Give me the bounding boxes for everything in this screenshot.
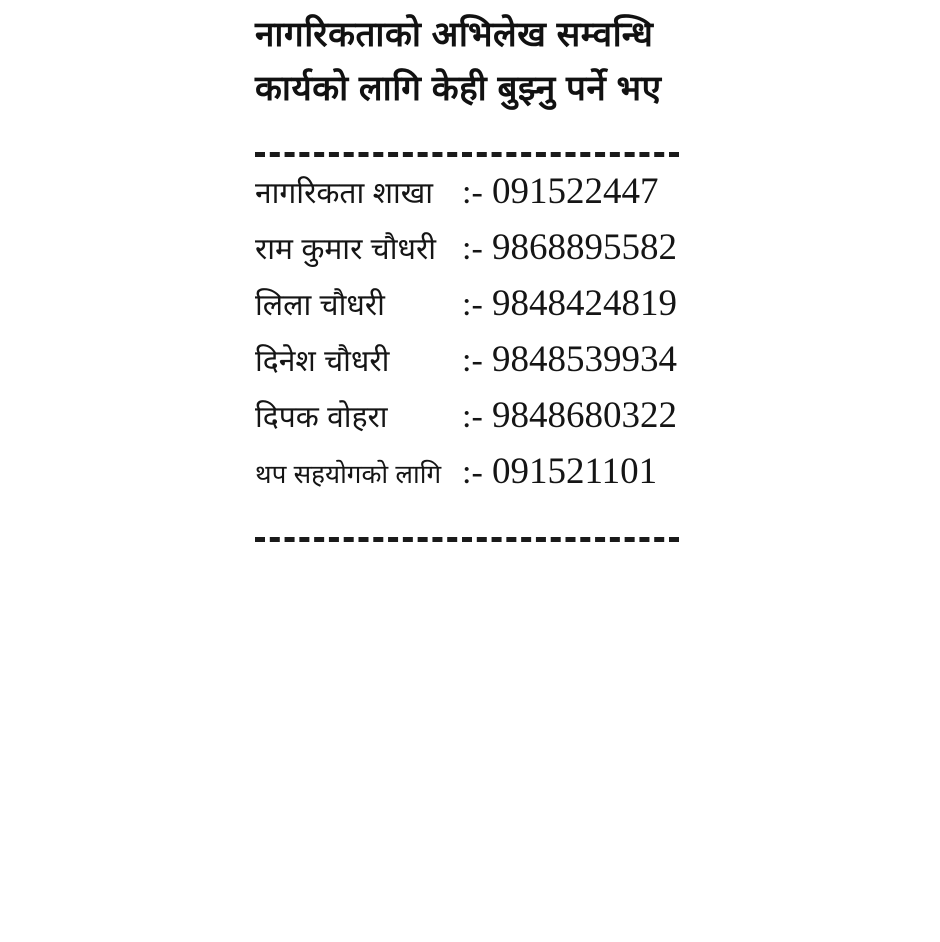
contact-label: थप सहयोगको लागि xyxy=(255,459,442,489)
contact-row xyxy=(255,338,705,394)
contact-label: नागरिकता शाखा xyxy=(255,177,434,210)
notice-title xyxy=(255,0,705,116)
notice-title-line2: कार्यको लागि केही बुझ्नु पर्ने भए xyxy=(255,69,662,108)
phone-number: 9848539934 xyxy=(492,339,677,380)
phone-number: 9868895582 xyxy=(492,227,677,268)
dashed-divider-top xyxy=(255,152,679,157)
phone-number: 9848680322 xyxy=(492,395,677,436)
phone-number: 091522447 xyxy=(492,171,659,212)
colon-separator: :- xyxy=(462,230,483,267)
contact-row xyxy=(255,450,705,506)
notice-title-line1: नागरिकताको अभिलेख सम्वन्धि xyxy=(255,15,654,54)
contact-row xyxy=(255,226,705,282)
contact-row xyxy=(255,394,705,450)
phone-number: 091521101 xyxy=(492,451,658,492)
dashed-divider-bottom xyxy=(255,537,679,542)
colon-separator: :- xyxy=(462,342,483,379)
contact-label: दिपक वोहरा xyxy=(255,401,388,434)
colon-separator: :- xyxy=(462,174,483,211)
phone-number: 9848424819 xyxy=(492,283,677,324)
contact-row xyxy=(255,170,705,226)
contact-label: लिला चौधरी xyxy=(255,289,385,322)
contact-notice xyxy=(255,0,705,542)
colon-separator: :- xyxy=(462,398,483,435)
contact-label: दिनेश चौधरी xyxy=(255,345,390,378)
colon-separator: :- xyxy=(462,286,483,323)
contact-list xyxy=(255,170,705,506)
colon-separator: :- xyxy=(462,454,483,491)
contact-label: राम कुमार चौधरी xyxy=(255,233,436,266)
contact-row xyxy=(255,282,705,338)
